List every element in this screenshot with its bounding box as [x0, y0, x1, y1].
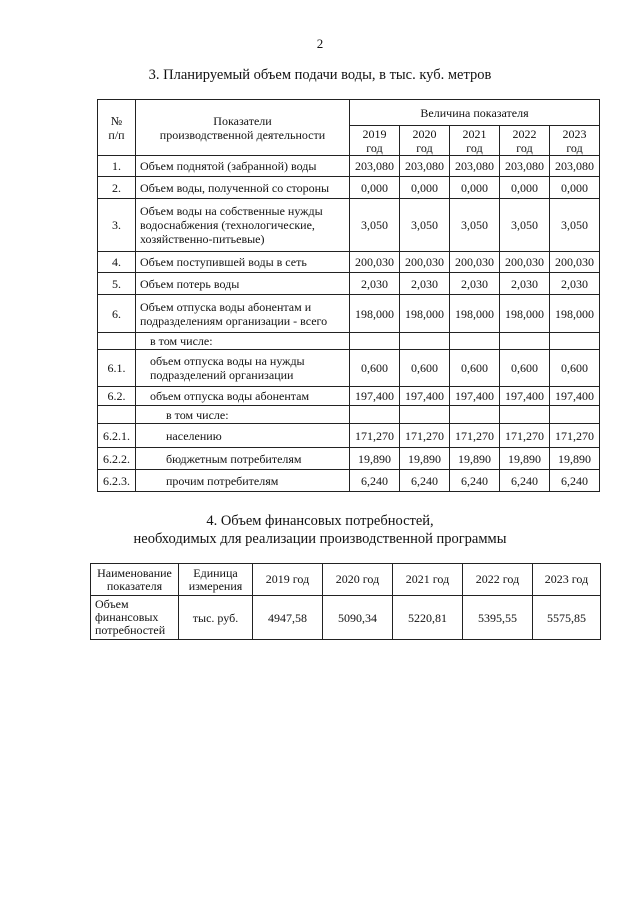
- table-row: [91, 596, 601, 640]
- table-cell: 198,000: [450, 295, 500, 333]
- table-cell: 19,890: [550, 448, 600, 470]
- table-cell: 2,030: [450, 273, 500, 295]
- table-row: [98, 252, 600, 273]
- table-cell: 2,030: [400, 273, 450, 295]
- financial-needs-table: [90, 563, 601, 640]
- header-year-2022: 2022 год: [463, 564, 533, 596]
- table-cell: 200,030: [550, 252, 600, 273]
- table-cell: 197,400: [550, 387, 600, 406]
- table-cell: 19,890: [450, 448, 500, 470]
- header-year-2020: 2020 год: [400, 126, 450, 156]
- table-cell: 2,030: [550, 273, 600, 295]
- table-cell: 198,000: [500, 295, 550, 333]
- table-cell: 1.: [98, 156, 136, 177]
- table-cell: 6.1.: [98, 350, 136, 387]
- table-row: [98, 177, 600, 199]
- table-row: [98, 333, 600, 350]
- table-row: [98, 387, 600, 406]
- table-cell: 0,600: [550, 350, 600, 387]
- table-cell: 3,050: [400, 199, 450, 252]
- header-year-2023: 2023 год: [550, 126, 600, 156]
- table-cell: [400, 406, 450, 424]
- table-cell: 0,000: [450, 177, 500, 199]
- table-cell: 5575,85: [533, 596, 601, 640]
- table-cell: 200,030: [450, 252, 500, 273]
- table-cell: 2.: [98, 177, 136, 199]
- table-cell: Объем воды на собственные нужды водоснабжения (технологические, хозяйственно-питьевые): [136, 199, 350, 252]
- header-year-2019: 2019 год: [350, 126, 400, 156]
- table-cell: 5.: [98, 273, 136, 295]
- page-number: 2: [316, 36, 324, 51]
- table-cell: Объем воды, полученной со стороны: [136, 177, 350, 199]
- table-cell: 5220,81: [393, 596, 463, 640]
- table-cell: 171,270: [500, 424, 550, 448]
- table-cell: 200,030: [350, 252, 400, 273]
- table-cell: 3,050: [350, 199, 400, 252]
- header-name: Наименование показателя: [91, 564, 179, 596]
- table-cell: 197,400: [350, 387, 400, 406]
- table-cell: 19,890: [350, 448, 400, 470]
- table-cell: 6,240: [400, 470, 450, 492]
- water-supply-table: [97, 99, 600, 492]
- table-cell: [450, 333, 500, 350]
- table-cell: 203,080: [450, 156, 500, 177]
- header-year-2021: 2021 год: [393, 564, 463, 596]
- table-cell: 6,240: [500, 470, 550, 492]
- table-cell: 171,270: [450, 424, 500, 448]
- header-year-2023: 2023 год: [533, 564, 601, 596]
- table-cell: 0,600: [450, 350, 500, 387]
- table-cell: [400, 333, 450, 350]
- table-cell: 0,000: [550, 177, 600, 199]
- table-row: [98, 156, 600, 177]
- table-cell: [98, 333, 136, 350]
- table-cell: [98, 406, 136, 424]
- table-cell: 203,080: [500, 156, 550, 177]
- table-cell: 198,000: [350, 295, 400, 333]
- table-cell: тыс. руб.: [179, 596, 253, 640]
- table-cell: 203,080: [400, 156, 450, 177]
- table-cell: 0,000: [500, 177, 550, 199]
- table-cell: 3.: [98, 199, 136, 252]
- table-cell: [450, 406, 500, 424]
- table-cell: 6.: [98, 295, 136, 333]
- table-cell: 4.: [98, 252, 136, 273]
- table-cell: 6.2.1.: [98, 424, 136, 448]
- table-cell: 198,000: [550, 295, 600, 333]
- table-row: [98, 273, 600, 295]
- table-cell: 6,240: [350, 470, 400, 492]
- table-cell: 19,890: [500, 448, 550, 470]
- table-cell: 171,270: [350, 424, 400, 448]
- table-cell: 2,030: [500, 273, 550, 295]
- table-cell: 0,600: [350, 350, 400, 387]
- table-cell: объем отпуска воды абонентам: [136, 387, 350, 406]
- table-cell: 6.2.3.: [98, 470, 136, 492]
- table-cell: 6.2.: [98, 387, 136, 406]
- table-cell: [350, 406, 400, 424]
- header-value-group: Величина показателя: [350, 100, 600, 126]
- header-year-2019: 2019 год: [253, 564, 323, 596]
- table-cell: Объем финансовых потребностей: [91, 596, 179, 640]
- table-cell: 197,400: [400, 387, 450, 406]
- table-cell: 3,050: [550, 199, 600, 252]
- table-cell: 171,270: [550, 424, 600, 448]
- table-cell: 203,080: [350, 156, 400, 177]
- header-indicator: Показатели производственной деятельности: [136, 100, 350, 156]
- table-cell: 0,000: [400, 177, 450, 199]
- table-row: [98, 199, 600, 252]
- table-cell: 6.2.2.: [98, 448, 136, 470]
- table-cell: 171,270: [400, 424, 450, 448]
- table-cell: 2,030: [350, 273, 400, 295]
- table-cell: Объем потерь воды: [136, 273, 350, 295]
- table-cell: 19,890: [400, 448, 450, 470]
- table-cell: 3,050: [500, 199, 550, 252]
- table-cell: 5090,34: [323, 596, 393, 640]
- table-cell: 198,000: [400, 295, 450, 333]
- table-cell: [550, 406, 600, 424]
- table-cell: 197,400: [500, 387, 550, 406]
- table-row: [98, 350, 600, 387]
- table-cell: Объем поднятой (забранной) воды: [136, 156, 350, 177]
- table-cell: 6,240: [450, 470, 500, 492]
- table-row: [98, 470, 600, 492]
- table-cell: [350, 333, 400, 350]
- table-cell: прочим потребителям: [136, 470, 350, 492]
- table-cell: 0,000: [350, 177, 400, 199]
- table-cell: 197,400: [450, 387, 500, 406]
- table-cell: 203,080: [550, 156, 600, 177]
- header-num: № п/п: [98, 100, 136, 156]
- table-cell: 6,240: [550, 470, 600, 492]
- table-cell: Объем отпуска воды абонентам и подразделениям организации - всего: [136, 295, 350, 333]
- table-cell: 3,050: [450, 199, 500, 252]
- table-cell: 0,600: [400, 350, 450, 387]
- section3-title: 3. Планируемый объем подачи воды, в тыс. куб. метров: [148, 67, 492, 83]
- table-cell: бюджетным потребителям: [136, 448, 350, 470]
- table-cell: объем отпуска воды на нужды подразделений организации: [136, 350, 350, 387]
- table-cell: [500, 333, 550, 350]
- section4-title: 4. Объем финансовых потребностей, необходимых для реализации производственной программы: [133, 513, 507, 547]
- table-cell: в том числе:: [136, 406, 350, 424]
- table-cell: 0,600: [500, 350, 550, 387]
- table-cell: Объем поступившей воды в сеть: [136, 252, 350, 273]
- table-row: [98, 448, 600, 470]
- table-cell: 200,030: [500, 252, 550, 273]
- table-cell: [500, 406, 550, 424]
- header-year-2020: 2020 год: [323, 564, 393, 596]
- table-row: [98, 424, 600, 448]
- table-cell: 4947,58: [253, 596, 323, 640]
- header-year-2022: 2022 год: [500, 126, 550, 156]
- table-cell: 5395,55: [463, 596, 533, 640]
- header-unit: Единица измерения: [179, 564, 253, 596]
- table-row: [98, 406, 600, 424]
- table-cell: в том числе:: [136, 333, 350, 350]
- header-year-2021: 2021 год: [450, 126, 500, 156]
- table-row: [98, 295, 600, 333]
- table-cell: населению: [136, 424, 350, 448]
- table-cell: [550, 333, 600, 350]
- table-cell: 200,030: [400, 252, 450, 273]
